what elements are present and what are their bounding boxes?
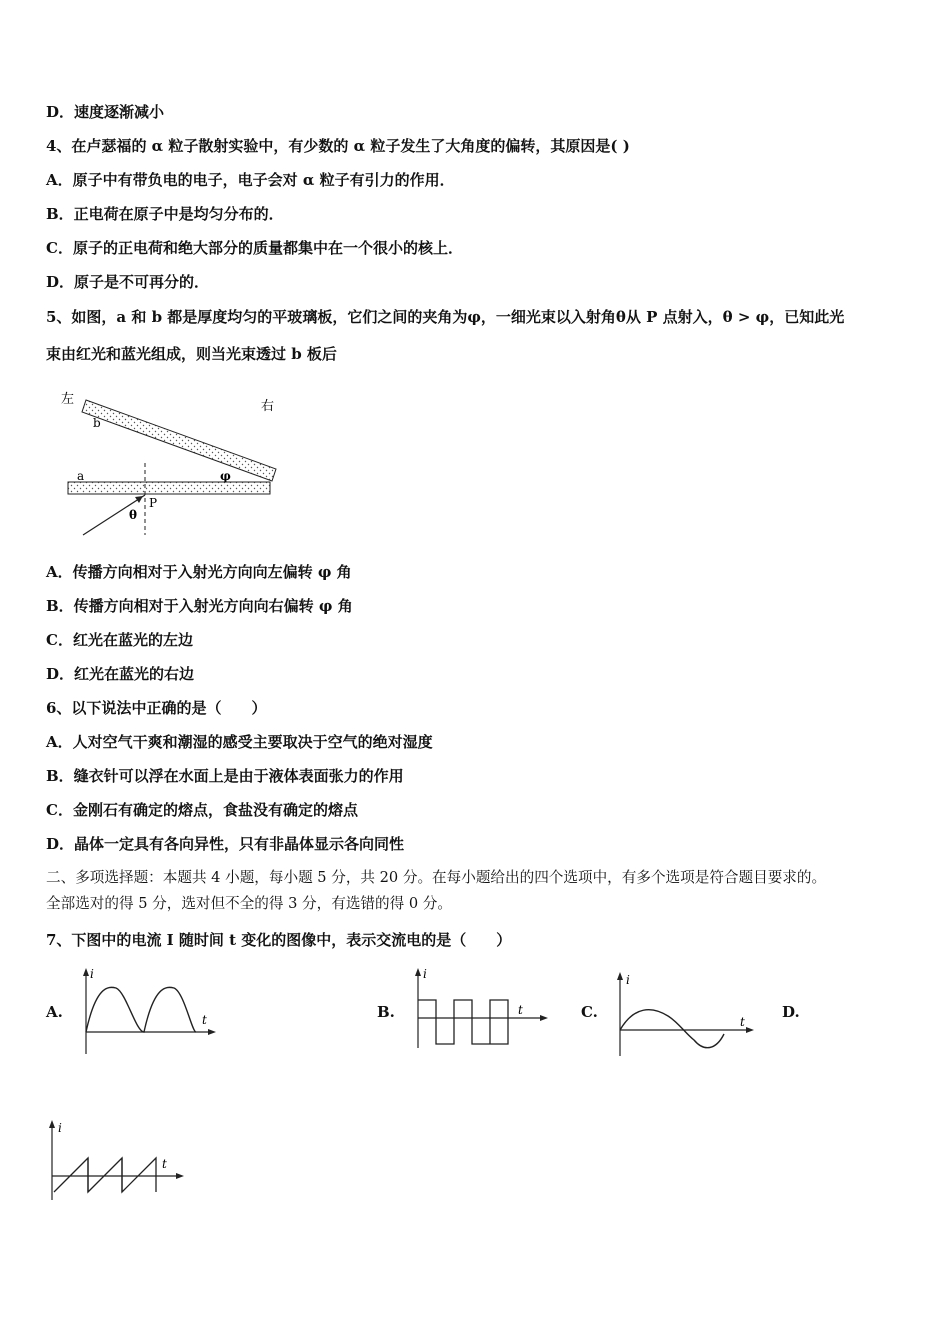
q7-label-a: A. — [46, 1003, 63, 1021]
q4-option-d: D．原子是不可再分的． — [46, 273, 210, 291]
plate-b — [82, 400, 276, 481]
graph-b-axis-i: i — [423, 967, 427, 981]
label-plate-b: b — [93, 416, 101, 430]
graph-d-axis-i: i — [58, 1121, 62, 1135]
graph-d-curve — [54, 1158, 156, 1192]
q4-option-a: A．原子中有带负电的电子，电子会对 α 粒子有引力的作用． — [46, 171, 455, 189]
plate-a — [68, 482, 270, 494]
q4-option-c: C．原子的正电荷和绝大部分的质量都集中在一个很小的核上． — [46, 239, 463, 257]
graph-b-axis-t: t — [518, 1003, 523, 1017]
graph-a-axis-i: i — [90, 967, 94, 981]
q7-stem: 7、下图中的电流 I 随时间 t 变化的图像中，表示交流电的是（ ） — [46, 931, 512, 949]
graph-d — [42, 1118, 187, 1203]
section2-line1: 二、多项选择题：本题共 4 小题，每小题 5 分，共 20 分。在每小题给出的四个选项中，有多个选项是符合题目要求的。 — [46, 869, 827, 886]
graph-b — [410, 966, 550, 1051]
graph-a-axis-t: t — [202, 1013, 207, 1027]
q5-option-c: C．红光在蓝光的左边 — [46, 631, 193, 649]
q6-option-d: D．晶体一定具有各向异性，只有非晶体显示各向同性 — [46, 835, 405, 853]
q5-stem-line2: 束由红光和蓝光组成，则当光束透过 b 板后 — [46, 345, 337, 363]
graph-c-axis-i: i — [626, 973, 630, 987]
q7-label-d: D. — [782, 1003, 800, 1021]
ray-arrow — [135, 496, 143, 503]
graph-d-axis-t: t — [162, 1157, 167, 1171]
label-theta: θ — [129, 508, 138, 522]
label-right: 右 — [261, 399, 275, 414]
label-phi: φ — [220, 469, 231, 483]
q5-option-d: D．红光在蓝光的右边 — [46, 665, 195, 683]
label-point-p: P — [149, 496, 158, 510]
q4-stem: 4、在卢瑟福的 α 粒子散射实验中，有少数的 α 粒子发生了大角度的偏转，其原因是( ) — [46, 137, 630, 155]
label-plate-a: a — [77, 469, 85, 483]
q6-option-b: B．缝衣针可以浮在水面上是由于液体表面张力的作用 — [46, 767, 404, 785]
q3-option-d: D．速度逐渐减小 — [46, 103, 165, 121]
graph-c-curve — [620, 1010, 724, 1048]
q6-stem: 6、以下说法中正确的是（ ） — [46, 699, 267, 717]
section2-line2: 全部选对的得 5 分，选对但不全的得 3 分，有选错的得 0 分。 — [46, 895, 452, 912]
graph-c-axis-t: t — [740, 1015, 745, 1029]
q5-option-a: A．传播方向相对于入射光方向向左偏转 φ 角 — [46, 563, 352, 581]
graph-a — [78, 966, 218, 1056]
q4-option-b: B．正电荷在原子中是均匀分布的． — [46, 205, 284, 223]
label-left: 左 — [61, 392, 75, 407]
q5-plates-figure — [55, 385, 295, 540]
graph-b-curve — [418, 1000, 508, 1044]
q5-stem-line1: 5、如图，a 和 b 都是厚度均匀的平玻璃板，它们之间的夹角为φ，一细光束以入射角θ从 P 点射入，θ > φ，已知此光 — [46, 308, 845, 326]
q6-option-c: C．金刚石有确定的熔点，食盐没有确定的熔点 — [46, 801, 358, 819]
q5-option-b: B．传播方向相对于入射光方向向右偏转 φ 角 — [46, 597, 353, 615]
q7-label-b: B. — [377, 1003, 395, 1021]
graph-a-curve — [86, 987, 196, 1032]
q6-option-a: A．人对空气干爽和潮湿的感受主要取决于空气的绝对湿度 — [46, 733, 433, 751]
q7-label-c: C. — [581, 1003, 598, 1021]
graph-c — [612, 970, 757, 1058]
